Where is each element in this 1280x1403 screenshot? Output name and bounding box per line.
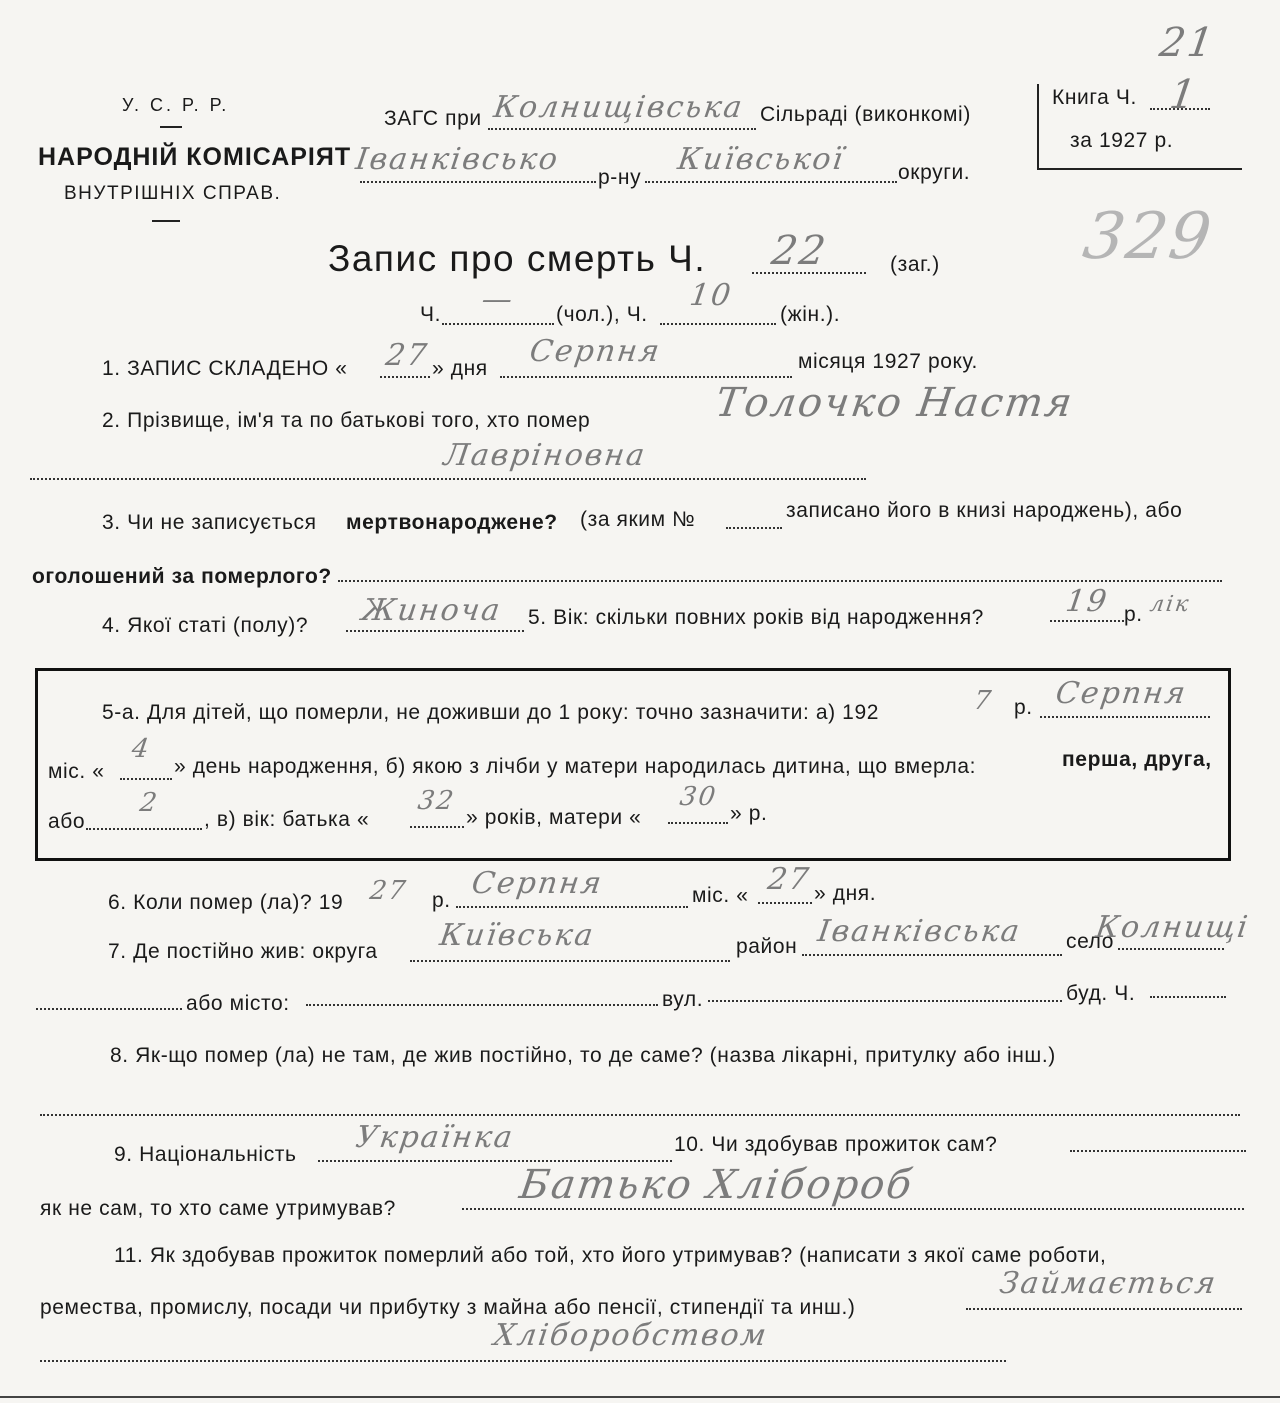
zags-district-value: Іванківсько [353,142,562,177]
f7-bud-line [1150,996,1226,998]
box5a-line2-b: » день народження, б) якою з лічби у матери народилась дитина, що вмерла: [174,755,977,778]
box5a-mother-age: 30 [677,782,720,812]
box5a-order-value: 2 [137,788,161,818]
f7-raion-value: Іванківська [815,914,1024,949]
book-corner-mark: 21 [1156,20,1219,66]
f1-month-value: Серпня [527,334,664,369]
box5a-line3-d: » р. [730,802,768,825]
f1-day-value: 27 [383,338,431,373]
f11-label-a: 11. Як здобував прожиток померлий або той, хто його утримував? (написати з якої саме роботи, [114,1244,1107,1267]
box5a-line1: 5-а. Для дітей, що померли, не доживши до 1 року: точно зазначити: а) 192 [102,701,880,724]
f6-month-value: Серпня [469,866,606,901]
f3-label-stillborn: мертвонароджене? [346,511,558,534]
f3-line [338,580,1222,582]
f1-suffix: місяця 1927 року. [798,350,978,373]
f10-b-line [462,1208,1244,1210]
zags-council-line [488,128,756,130]
box5a-father-age: 32 [415,786,458,816]
box5a-mother-line [668,822,728,824]
zags-suffix: Сільраді (виконкомі) [760,103,971,126]
box5a-day-line [120,778,172,780]
f7-label: 7. Де постійно жив: округа [108,940,378,963]
zags-okruha-line [645,181,897,183]
book-box-left-border [1037,84,1039,168]
f6-year-value: 27 [367,876,410,906]
f3-label-c: (за яким № [580,508,696,531]
female-count-value: 10 [687,278,735,313]
f5-hw-unit: лік [1148,592,1192,617]
zags-okruha-suffix: округи. [898,161,971,184]
f9-value: Українка [353,1120,517,1155]
page-bottom-edge [0,1396,1280,1398]
f7-selo-label: село [1066,930,1115,953]
f1-mid: » дня [432,357,488,380]
f3-number-line [726,527,782,529]
f10-b-label: як не сам, то хто саме утримував? [40,1197,396,1220]
f8-label: 8. Як-що помер (ла) не там, де жив постійно, то де саме? (назва лікарні, притулку або інш.) [110,1044,1056,1067]
box5a-month-value: Серпня [1053,676,1190,711]
f6-mis: міс. « [692,884,749,907]
f11-value2: Хліборобством [491,1318,771,1353]
box5a-order-line [86,828,202,830]
book-box-bottom-border [1037,168,1242,170]
f7-misto-label: або місто: [186,992,290,1015]
f7-raion-line [802,954,1062,956]
f7-selo-line [1118,948,1224,950]
f7-bud-label: буд. Ч. [1066,982,1136,1005]
f5-label: 5. Вік: скільки повних років від народження? [528,606,984,629]
box5a-line3-b: , в) вік: батька « [204,808,370,831]
f11-line-1 [966,1308,1242,1310]
zags-okruha-value: Київської [675,142,847,177]
male-count-line [442,323,554,325]
f7-vul-line [708,1000,1062,1002]
ch-label: Ч. [420,303,442,326]
f7-selo-value: Колнищі [1093,910,1252,945]
f2-name2-value: Лавріновна [441,438,649,473]
f4-value: Жиноча [359,593,504,628]
header-divider-bottom [152,220,180,222]
f11-label-b: ремества, промислу, посади чи прибутку з майна або пенсії, стипендії та инш.) [40,1296,856,1319]
archive-mark: 329 [1078,200,1218,274]
female-count-line [660,323,776,325]
f2-name-value: Толочко Настя [712,380,1077,426]
page-title: Запис про смерть Ч. [328,238,707,279]
state-abbrev: У. С. Р. Р. [122,95,230,115]
box5a-line3-a: або [48,810,86,833]
zags-council-value: Колнищівська [491,90,746,125]
f6-day-value: 27 [765,862,813,897]
box5a-day-value: 4 [129,734,153,764]
f8-line [40,1114,1240,1116]
f5-unit: р. [1124,603,1143,626]
f7-okruha-line [410,960,730,962]
book-year: за 1927 р. [1070,129,1174,152]
f10-value: Батько Хлібороб [516,1162,917,1208]
box5a-line2-c: перша, друга, [1062,748,1212,771]
book-label: Книга Ч. [1052,86,1137,109]
box5a-line3-c: » років, матери « [466,806,642,829]
f6-month-line [456,906,688,908]
f6-day-line [758,902,812,904]
f9-label: 9. Національність [114,1143,297,1166]
book-number-value: 1 [1166,72,1201,118]
f11-value: Займається [997,1266,1220,1301]
f1-day-line [380,376,430,378]
f3-label-a: 3. Чи не записується [102,511,317,534]
f5-line [1050,620,1124,622]
f6-year-r: р. [432,889,451,912]
male-count-value: — [479,282,517,317]
f1-month-line [500,376,792,378]
female-count-label: (жін.). [780,303,841,326]
zags-district-suffix: р-ну [598,166,642,189]
f6-suffix: » дня. [814,882,877,905]
f4-label: 4. Якої статі (полу)? [102,614,309,637]
f7-vul-label: вул. [662,988,704,1011]
f7-line2-start [36,1008,182,1010]
f7-misto-line [306,1004,658,1006]
record-number-suffix: (заг.) [890,253,940,276]
f3-label-declared: оголошений за померлого? [32,565,332,588]
f6-label: 6. Коли помер (ла)? 19 [108,891,344,914]
f7-okruha-value: Київська [437,918,597,953]
box5a-month-line [1040,716,1210,718]
f5-value: 19 [1063,584,1111,619]
record-number-value: 22 [768,228,831,274]
header-divider-top [160,126,182,128]
f11-line-2 [40,1360,1006,1362]
f10-line [1070,1150,1246,1152]
box5a-father-line [410,826,464,828]
f2-label: 2. Прізвище, ім'я та по батькові того, хто помер [102,409,591,432]
f7-raion-label: район [736,935,798,958]
f1-label: 1. ЗАПИС СКЛАДЕНО « [102,357,348,380]
commissariat-subtitle: ВНУТРІШНІХ СПРАВ. [64,183,282,204]
male-count-label: (чол.), Ч. [556,303,648,326]
zags-district-line [360,181,596,183]
box5a-line2-a: міс. « [48,760,105,783]
commissariat-title: НАРОДНІЙ КОМІСАРІЯТ [38,143,352,171]
box5a-year-digit: 7 [971,686,995,716]
f3-label-d: записано його в книзі народжень), або [786,499,1183,522]
zags-prefix: ЗАГС при [384,107,482,130]
f10-label: 10. Чи здобував прожиток сам? [674,1133,998,1156]
f4-line [346,630,524,632]
box5a-year-r: р. [1014,696,1033,719]
f2-line [30,478,866,480]
